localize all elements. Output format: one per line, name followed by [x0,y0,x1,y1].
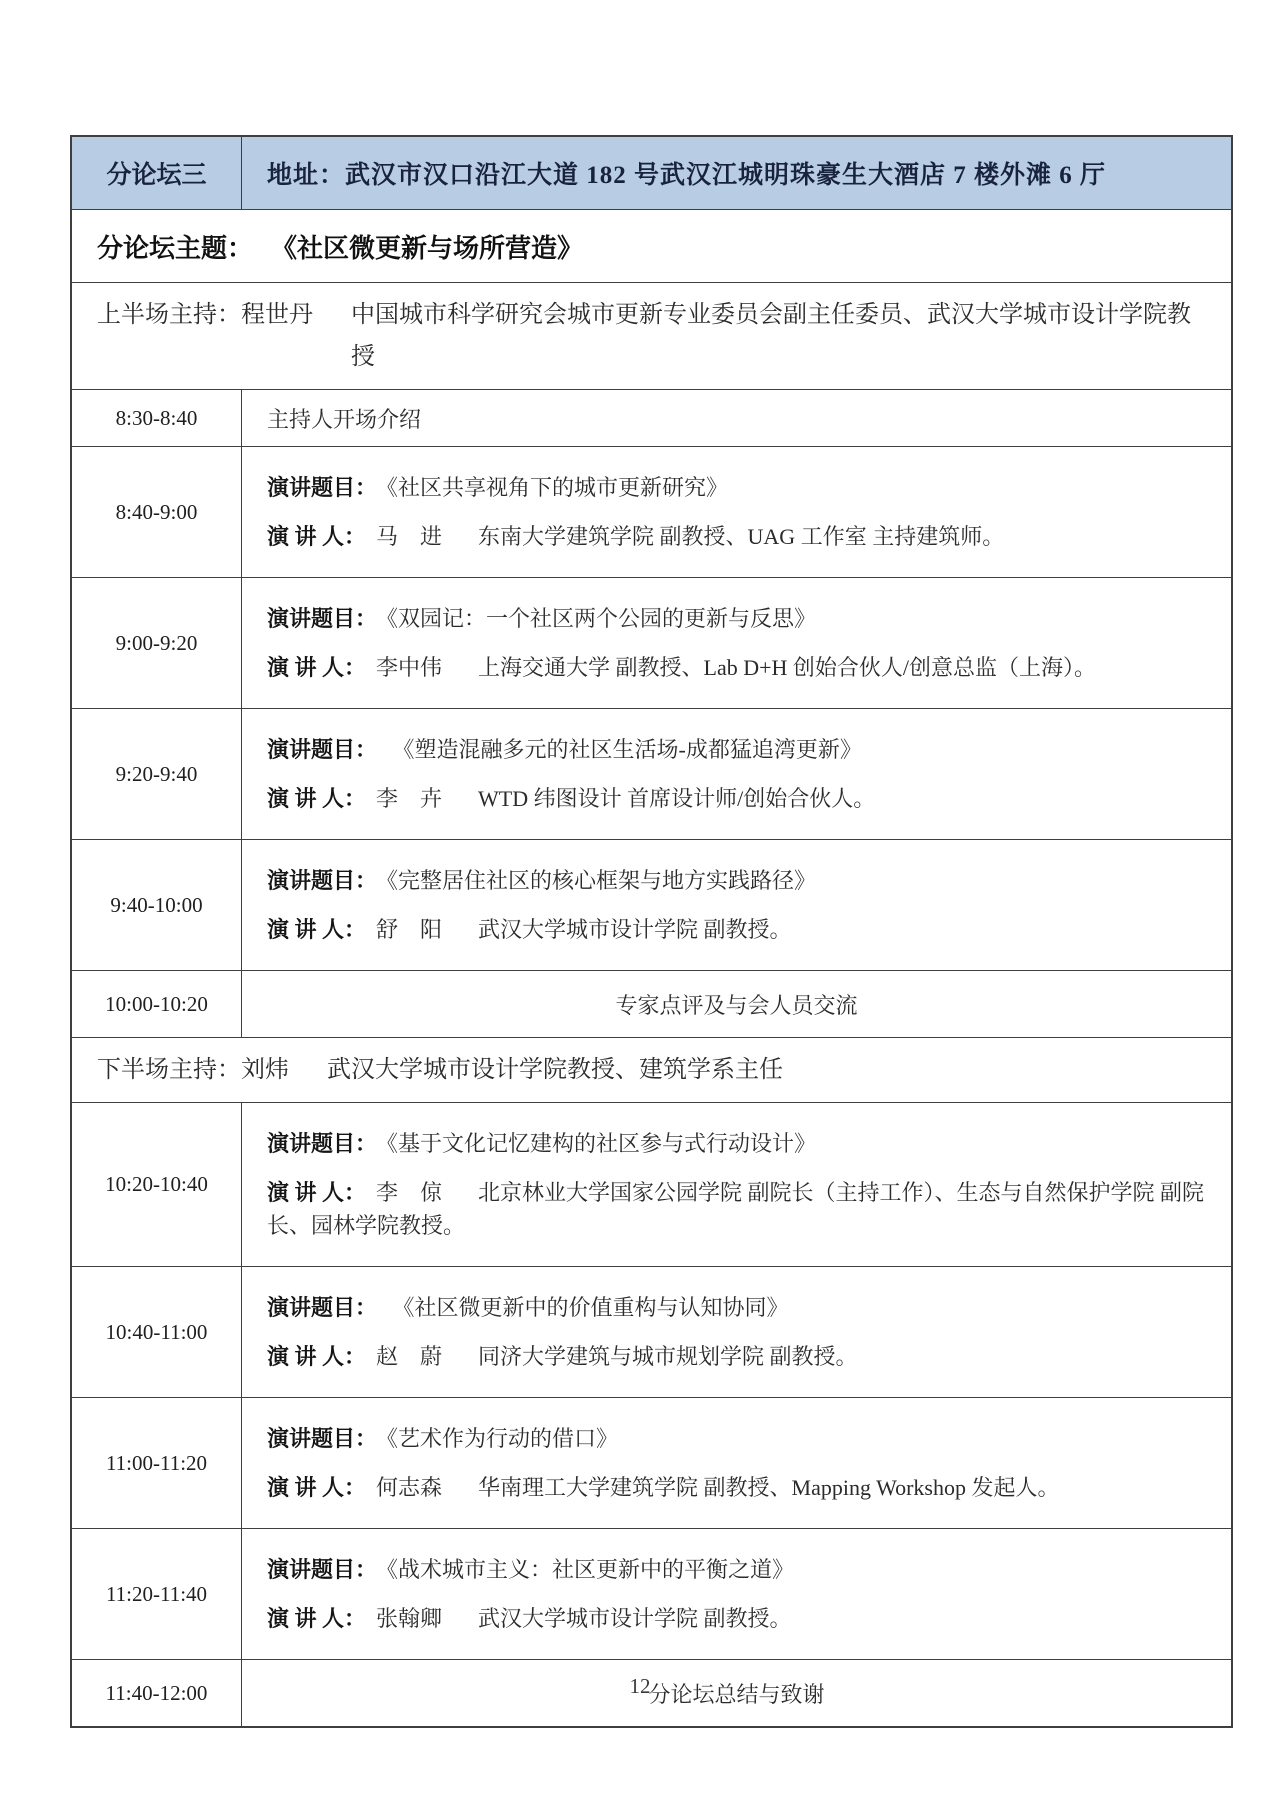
theme-title: 《社区微更新与场所营造》 [271,233,584,263]
schedule-row [72,708,1231,839]
speaker-name: 李中伟 [376,655,443,680]
time-slot: 11:00-11:20 [72,1398,242,1528]
time-slot: 8:40-9:00 [72,447,242,577]
host-row [72,282,1231,389]
time-slot: 9:00-9:20 [72,578,242,708]
speaker-name: 马 进 [376,524,443,549]
activity-text: 分论坛总结与致谢 [648,1681,825,1707]
host-affiliation: 武汉大学城市设计学院教授、建筑学系主任 [327,1057,783,1083]
speaker-affiliation: 同济大学建筑与城市规划学院 副教授。 [478,1344,858,1369]
time-slot: 8:30-8:40 [72,390,242,446]
schedule-row [72,970,1231,1037]
time-slot: 10:20-10:40 [72,1103,242,1266]
speaker-name: 张翰卿 [376,1606,443,1631]
talk-cell [242,578,1231,708]
talk-title: 《基于文化记忆建构的社区参与式行动设计》 [387,1131,817,1156]
talk-title-line [267,1291,1211,1324]
talk-title: 《艺术作为行动的借口》 [387,1426,619,1451]
talk-title-line [267,1127,1211,1160]
host-affiliation: 中国城市科学研究会城市更新专业委员会副主任委员、武汉大学城市设计学院教授 [351,302,1191,370]
host-name: 上半场主持：程世丹 [97,302,313,328]
theme-cell [72,210,1231,282]
talk-title: 《战术城市主义：社区更新中的平衡之道》 [387,1557,795,1582]
talk-title: 《双园记：一个社区两个公园的更新与反思》 [387,606,817,631]
talk-title-label: 演讲题目： [267,1295,378,1320]
talk-cell [242,840,1231,970]
talk-speaker-label: 演 讲 人： [267,1606,367,1631]
schedule-row [72,1266,1231,1397]
host-cell [72,283,1231,389]
talk-speaker-line [267,651,1211,684]
time-slot: 9:40-10:00 [72,840,242,970]
agenda-rows [72,209,1231,1726]
talk-title-label: 演讲题目： [267,868,378,893]
speaker-name: 何志森 [376,1475,443,1500]
speaker-name: 赵 蔚 [376,1344,443,1369]
agenda-header-row [72,137,1231,209]
talk-speaker-label: 演 讲 人： [267,524,367,549]
talk-speaker-line [267,1176,1211,1242]
talk-speaker-line [267,1340,1211,1373]
speaker-name: 李 倞 [376,1180,443,1205]
talk-speaker-line [267,1602,1211,1635]
speaker-affiliation: 上海交通大学 副教授、Lab D+H 创始合伙人/创意总监（上海）。 [478,655,1097,680]
speaker-affiliation: 武汉大学城市设计学院 副教授。 [478,917,792,942]
talk-cell [242,1529,1231,1659]
talk-title-line [267,602,1211,635]
talk-cell [242,447,1231,577]
speaker-name: 舒 阳 [376,917,443,942]
time-slot: 11:20-11:40 [72,1529,242,1659]
talk-speaker-line [267,782,1211,815]
speaker-affiliation: WTD 纬图设计 首席设计师/创始合伙人。 [478,786,876,811]
host-name: 下半场主持：刘炜 [97,1057,289,1083]
talk-speaker-label: 演 讲 人： [267,1344,367,1369]
activity-cell [242,971,1231,1037]
activity-text: 专家点评及与会人员交流 [615,992,858,1018]
talk-cell [242,1267,1231,1397]
talk-speaker-line [267,1471,1211,1504]
talk-cell [242,1103,1231,1266]
activity-text: 主持人开场介绍 [267,406,422,432]
talk-title-label: 演讲题目： [267,737,378,762]
talk-title: 《完整居住社区的核心框架与地方实践路径》 [387,868,817,893]
talk-title-label: 演讲题目： [267,475,378,500]
page-number: 12 [629,1674,651,1698]
schedule-row [72,446,1231,577]
schedule-row [72,839,1231,970]
schedule-row [72,1528,1231,1659]
host-row [72,1037,1231,1102]
schedule-row [72,577,1231,708]
venue-address: 地址：武汉市汉口沿江大道 182 号武汉江城明珠豪生大酒店 7 楼外滩 6 厅 [267,162,1107,189]
talk-title-label: 演讲题目： [267,606,378,631]
forum-label: 分论坛三 [72,137,242,209]
time-slot: 10:00-10:20 [72,971,242,1037]
talk-title: 《社区微更新中的价值重构与认知协同》 [387,1295,789,1320]
time-slot: 11:40-12:00 [72,1660,242,1726]
talk-cell [242,1398,1231,1528]
agenda-table [70,135,1233,1728]
theme-label: 分论坛主题： [97,233,254,263]
talk-title: 《塑造混融多元的社区生活场-成都猛追湾更新》 [387,737,862,762]
talk-title-line [267,733,1211,766]
talk-speaker-label: 演 讲 人： [267,655,367,680]
talk-title-label: 演讲题目： [267,1426,378,1451]
talk-speaker-line [267,520,1211,553]
speaker-affiliation: 武汉大学城市设计学院 副教授。 [478,1606,792,1631]
host-cell [72,1038,1231,1102]
talk-speaker-label: 演 讲 人： [267,1475,367,1500]
speaker-name: 李 卉 [376,786,443,811]
speaker-affiliation: 东南大学建筑学院 副教授、UAG 工作室 主持建筑师。 [478,524,1005,549]
talk-speaker-label: 演 讲 人： [267,917,367,942]
talk-title-line [267,471,1211,504]
time-slot: 10:40-11:00 [72,1267,242,1397]
schedule-row [72,389,1231,446]
talk-title-line [267,864,1211,897]
talk-speaker-label: 演 讲 人： [267,786,367,811]
talk-title: 《社区共享视角下的城市更新研究》 [387,475,729,500]
talk-title-label: 演讲题目： [267,1557,378,1582]
speaker-affiliation: 北京林业大学国家公园学院 副院长（主持工作）、生态与自然保护学院 副院长、园林学院教授。 [267,1180,1205,1238]
talk-title-label: 演讲题目： [267,1131,378,1156]
schedule-row [72,1102,1231,1266]
theme-row [72,209,1231,282]
talk-title-line [267,1553,1211,1586]
talk-speaker-line [267,913,1211,946]
speaker-affiliation: 华南理工大学建筑学院 副教授、Mapping Workshop 发起人。 [478,1475,1060,1500]
talk-title-line [267,1422,1211,1455]
talk-cell [242,709,1231,839]
time-slot: 9:20-9:40 [72,709,242,839]
talk-speaker-label: 演 讲 人： [267,1180,367,1205]
schedule-row [72,1397,1231,1528]
activity-cell [242,390,1231,446]
